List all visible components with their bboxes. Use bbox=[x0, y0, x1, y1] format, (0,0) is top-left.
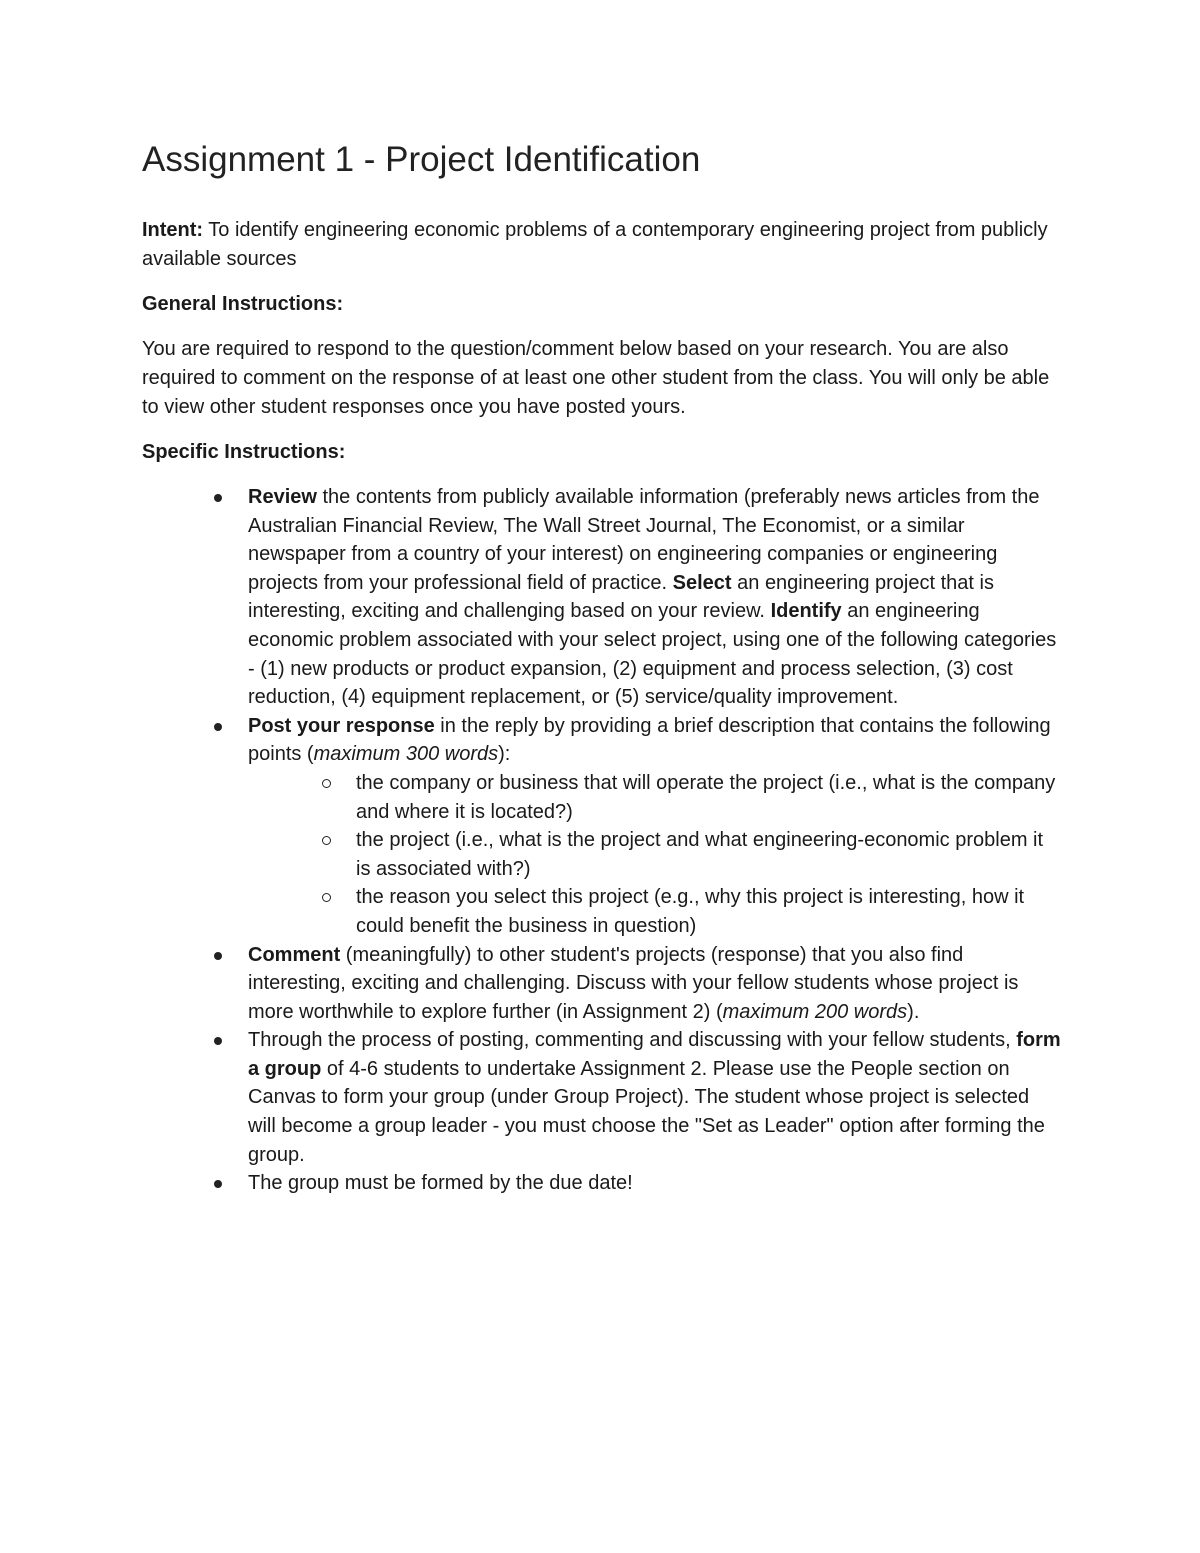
comment-keyword: Comment bbox=[248, 943, 341, 966]
form-group-keyword: form a group bbox=[248, 1029, 1061, 1080]
identify-text: an engineering economic problem associated with your select project, using one of the following categories - (1) new products or product expansion, (2) equipment and process selection, (3) cost reduction, (4) equipment replacement, or (5) service/quality improvement. bbox=[248, 600, 1057, 709]
select-text: an engineering project that is interesting, exciting and challenging based on your review. bbox=[248, 571, 994, 623]
list-item-due-date bbox=[248, 1169, 1062, 1198]
identify-keyword: Identify bbox=[770, 600, 842, 623]
list-item-comment bbox=[248, 941, 1062, 1027]
comment-text-end: ). bbox=[907, 1000, 920, 1023]
bullet-icon bbox=[214, 494, 222, 502]
circle-bullet-icon bbox=[322, 893, 331, 902]
list-item-post-response bbox=[248, 712, 1062, 941]
specific-heading bbox=[142, 438, 1062, 467]
review-text: the contents from publicly available information (preferably news articles from the Australian Financial Review, The Wall Street Journal, The Economist, or a similar newspaper from a country of your interest) on engineering companies or engineering projects from your professional field of practice. bbox=[248, 486, 1040, 594]
sub-item-text: the reason you select this project (e.g., why this project is interesting, how it could benefit the business in question) bbox=[356, 886, 1025, 937]
intent-text: To identify engineering economic problems of a contemporary engineering project from publicly available sources bbox=[142, 219, 1048, 270]
bullet-icon bbox=[214, 1037, 222, 1045]
circle-bullet-icon bbox=[322, 779, 331, 788]
list-item-form-group bbox=[248, 1026, 1062, 1169]
sub-item-project bbox=[356, 826, 1062, 883]
post-response-keyword: Post your response bbox=[248, 714, 435, 737]
post-response-text: in the reply by providing a brief description that contains the following points ( bbox=[248, 714, 1051, 766]
instructions-list bbox=[142, 483, 1062, 1198]
comment-word-limit: maximum 200 words bbox=[722, 1000, 908, 1023]
review-keyword: Review bbox=[248, 486, 317, 508]
response-points-list bbox=[248, 769, 1062, 941]
comment-text: (meaningfully) to other student's projects (response) that you also find interesting, exciting and challenging. Discuss with your fellow students whose project is more worthwhile to explore further (in Assignment 2) ( bbox=[248, 943, 1019, 1023]
specific-instructions-heading: Specific Instructions: bbox=[142, 441, 346, 463]
form-group-text: Through the process of posting, commenting and discussing with your fellow students, bbox=[248, 1029, 1017, 1052]
sub-item-reason bbox=[356, 883, 1062, 940]
select-keyword: Select bbox=[672, 571, 732, 594]
post-response-text-end: ): bbox=[498, 743, 511, 766]
list-item-review bbox=[248, 483, 1062, 712]
bullet-icon bbox=[214, 1180, 222, 1188]
sub-item-text: the company or business that will operate the project (i.e., what is the company and where it is located?) bbox=[356, 771, 1056, 823]
form-group-text-end: of 4-6 students to undertake Assignment 2. Please use the People section on Canvas to form your group (under Group Project). The student whose project is selected will become a group leader - you must choose the "Set as Leader" option after forming the group. bbox=[248, 1057, 1045, 1166]
circle-bullet-icon bbox=[322, 836, 331, 845]
bullet-icon bbox=[214, 723, 222, 731]
post-word-limit: maximum 300 words bbox=[313, 743, 499, 766]
intent-label: Intent: bbox=[142, 219, 204, 241]
intent-paragraph bbox=[142, 216, 1062, 274]
sub-item-text: the project (i.e., what is the project and what engineering-economic problem it is associated with?) bbox=[356, 829, 1044, 880]
general-instructions-heading: General Instructions: bbox=[142, 293, 344, 315]
general-paragraph: You are required to respond to the question/comment below based on your research. You are also required to comment on the response of at least one other student from the class. You will only be able to view other student responses once you have posted yours. bbox=[142, 338, 1050, 418]
document-page bbox=[142, 138, 1062, 1198]
document-title: Assignment 1 - Project Identification bbox=[142, 140, 701, 179]
due-date-text: The group must be formed by the due date! bbox=[248, 1172, 633, 1195]
bullet-icon bbox=[214, 952, 222, 960]
sub-item-company bbox=[356, 769, 1062, 826]
general-heading bbox=[142, 290, 1062, 319]
